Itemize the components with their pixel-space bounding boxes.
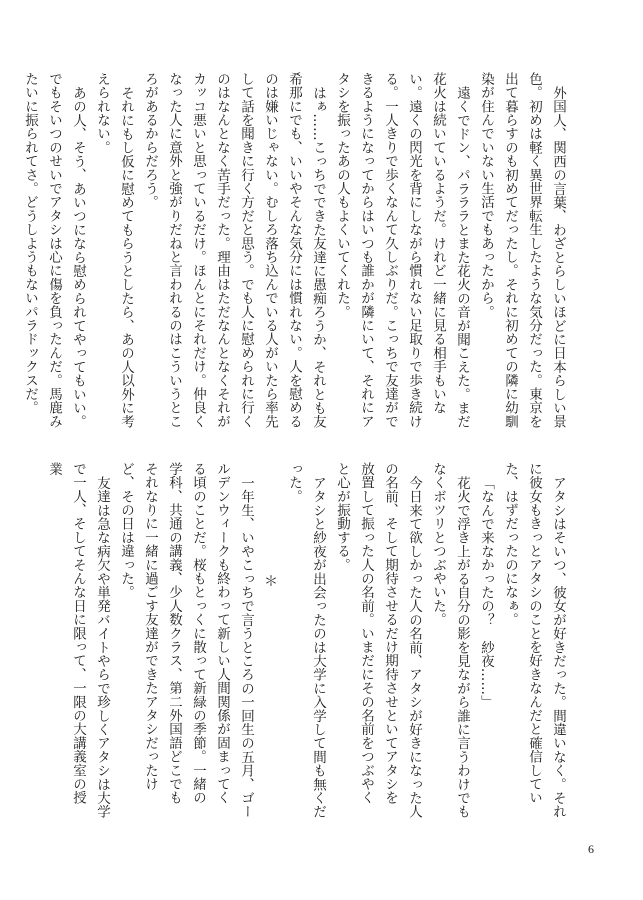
paragraph: 遠くでドン、パラララとまた花火の音が聞こえた。まだ花火は続いているようだ。けれど一緒に見る相手もいない。遠くの閃光を背にしながら慣れない足取りで歩き続ける。一人きりで歩くなんて久しぶりだ。こっちで友達ができるようになってからはいつも誰かが隣にいて、それにアタシを振ったあの人もよくいてくれた。 — [334, 72, 470, 429]
paragraph: 外国人、関西の言葉、わざとらしいほどに日本らしい景色。初めは軽く異世界転生したような気分だった。東京を出て暮らすのも初めてだったし。それに初めての隣に幼馴染が住んでいない生活でもあったから。 — [478, 72, 566, 429]
paragraph: 花火で浮き上がる自分の影を見ながら誰に言うわけでもなくボツリとつぶやいた。 — [430, 462, 470, 818]
paragraph: あの人、そう、あいつになら慰められてやってもいい。でもそいつのせいでアタシは心に傷を負ったんだ。馬鹿みたいに振られてさ。どうしようもないパラドックスだ。 — [22, 72, 86, 429]
paragraph: アタシと紗夜が出会ったのは大学に入学して間も無くだった。 — [286, 462, 326, 818]
page-number: 6 — [588, 842, 594, 856]
paragraph: 「なんで来なかったの？ 紗夜……」 — [478, 475, 494, 709]
paragraph: 今日来て欲しかった人の名前、アタシが好きになった人の名前、そして期待させるだけ期待させといてアタシを放置して振った人の名前。いまだにその名前をつぶやくと心が振動する。 — [334, 462, 422, 818]
paragraph: それにもし仮に慰めてもらうとしたら、あの人以外に考えられない。 — [94, 72, 134, 428]
paragraph: アタシはそいつ、彼女が好きだった。間違いなく。それに彼女もきっとアタシのことを好きなんだと確信していた、はずだったのになぁ。 — [502, 462, 566, 818]
paragraph: 友達は急な病欠や単発バイトやらで珍しくアタシは大学で一人、そしてそんな日に限って、一限の大講義室の授業 — [46, 462, 110, 818]
paragraph: はぁ……こっちでできた友達に愚痴ろうか、それとも友希那にでも、いいやそんな気分には慣れない。人を慰めるのは嫌いじゃない。むしろ落ち込んでいる人がいたら率先して話を聞きに行く方だと思う。でも人に慰められに行くのはなんとなく苦手だった。理由はただなんとなくそれがカッコ悪いと思っているだけ。ほんとにそれだけ。仲良くなった人に意外と強がりだねと言われるのはこういうところがあるからだろう。 — [142, 72, 326, 429]
upper-text-block — [22, 72, 570, 432]
lower-text-block — [46, 462, 570, 818]
paragraph: 一年生、いやこっちで言うところの一回生の五月、ゴールデンウィークも終わって新しい人間関係が固まってくる頃のことだ。桜もとっくに散って新緑の季節。一緒の学科、共通の講義、少人数クラス、第二外国語どこでもそれなりに一緒に過ごす友達ができたアタシだったけど、その日は違った。 — [118, 462, 254, 818]
section-separator: ＊ — [262, 574, 278, 589]
